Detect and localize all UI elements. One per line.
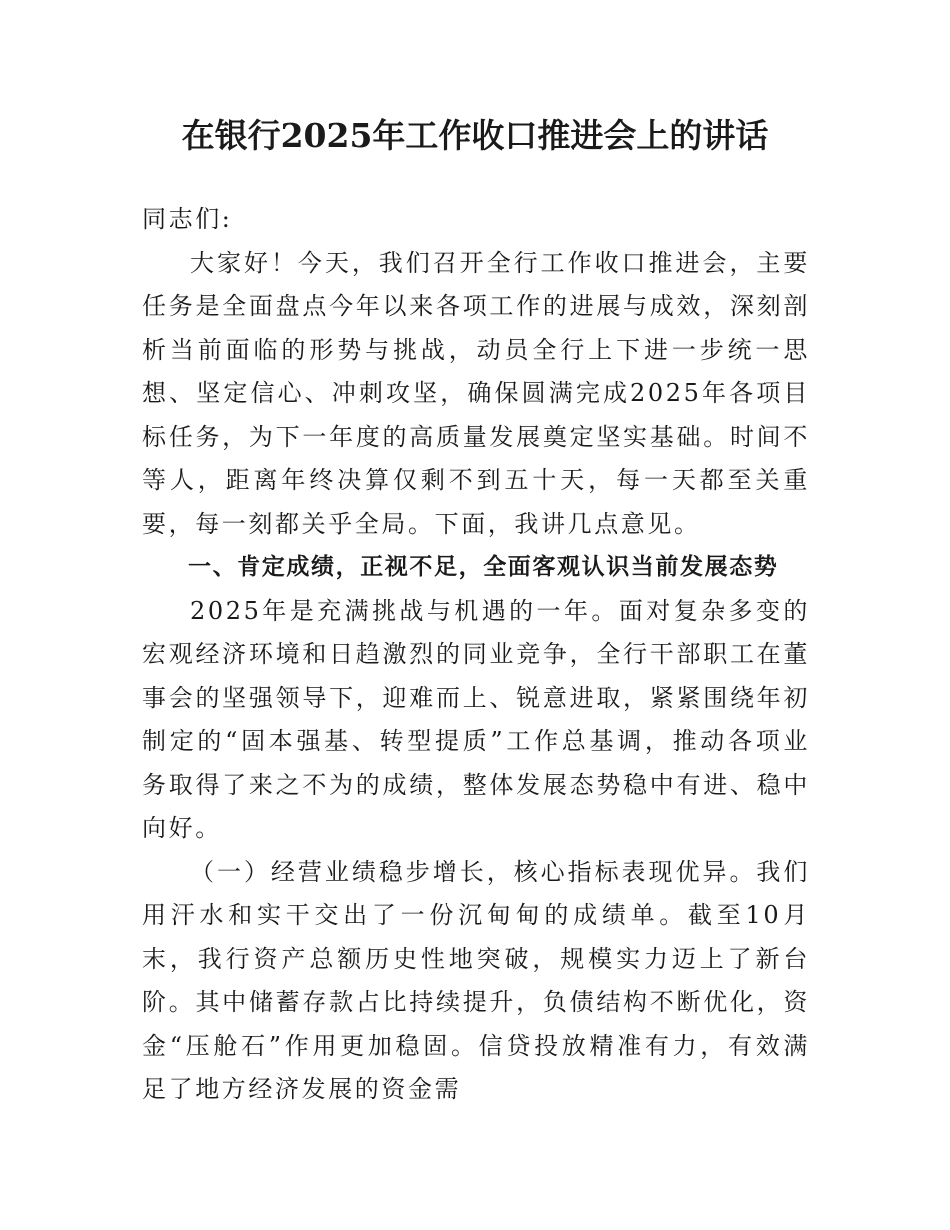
document-body xyxy=(142,198,810,1112)
document-title: 在银行2025年工作收口推进会上的讲话 xyxy=(181,116,769,155)
salutation: 同志们: xyxy=(142,205,233,233)
paragraph-opening: 大家好！今天，我们召开全行工作收口推进会，主要任务是全面盘点今年以来各项工作的进展与成效，深刻剖析当前面临的形势与挑战，动员全行上下进一步统一思想、坚定信心、冲刺攻坚，确保圆满完成2025年各项目标任务，为下一年度的高质量发展奠定坚实基础。时间不等人，距离年终决算仅剩不到五十天，每一天都至关重要，每一刻都关乎全局。下面，我讲几点意见。 xyxy=(142,248,810,538)
section-heading: 一、肯定成绩，正视不足，全面客观认识当前发展态势 xyxy=(188,554,779,580)
paragraph-overview: 2025年是充满挑战与机遇的一年。面对复杂多变的宏观经济环境和日趋激烈的同业竞争，全行干部职工在董事会的坚强领导下，迎难而上、锐意进取，紧紧围绕年初制定的“固本强基、转型提质”工作总基调，推动各项业务取得了来之不为的成绩，整体发展态势稳中有进、稳中向好。 xyxy=(142,596,810,842)
paragraph-subsection-1: （一）经营业绩稳步增长，核心指标表现优异。我们用汗水和实干交出了一份沉甸甸的成绩单。截至10月末，我行资产总额历史性地突破，规模实力迈上了新台阶。其中储蓄存款占比持续提升，负债结构不断优化，资金“压舱石”作用更加稳固。信贷投放精准有力，有效满足了地方经济发展的资金需 xyxy=(142,857,810,1103)
